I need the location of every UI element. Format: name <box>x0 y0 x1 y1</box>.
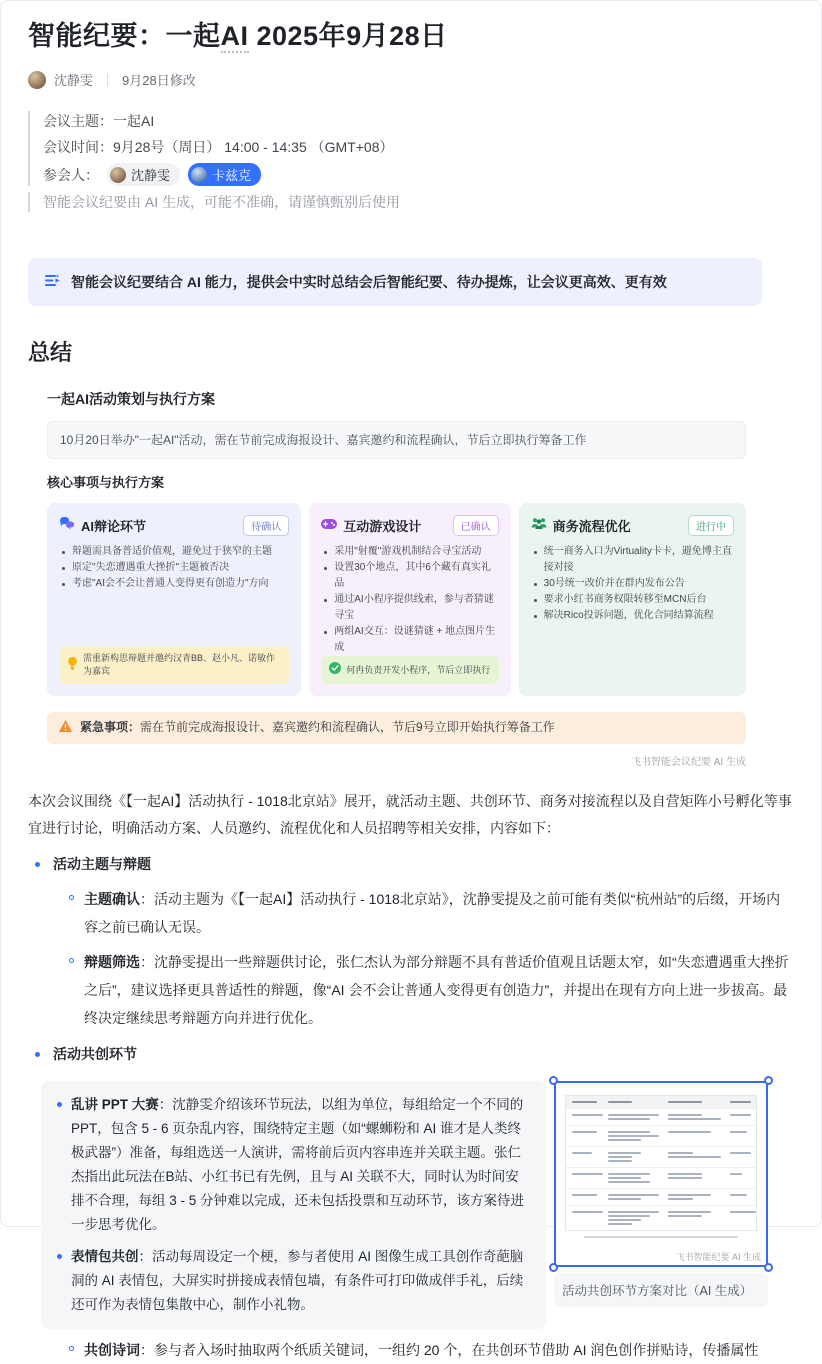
participants-label: 参会人： <box>43 166 99 183</box>
meeting-time: 会议时间：9月28号（周日） 14:00 - 14:35 （GMT+08） <box>43 139 394 155</box>
title-part: 2025年9月28日 <box>248 21 448 51</box>
list-item-lead: 共创诗词 <box>84 1342 140 1358</box>
check-circle-icon <box>329 662 341 678</box>
attached-image-column <box>554 1081 768 1329</box>
gamepad-icon <box>321 517 337 535</box>
highlight-panel <box>41 1081 546 1329</box>
title-part: 智能纪要：一起 <box>28 21 221 51</box>
panel-item-ppt-contest <box>55 1093 532 1237</box>
list-item-theme-confirm <box>69 885 794 941</box>
cocreate-section <box>41 1081 794 1329</box>
participant-avatar <box>191 167 207 183</box>
card-title: AI辩论环节 <box>81 519 147 534</box>
card-bullet: 要求小红书商务权限转移至MCN后台 <box>531 592 734 608</box>
title-part-ai: AI <box>220 21 249 51</box>
banner-text: 智能会议纪要结合 AI 能力，提供会中实时总结会后智能纪要、待办提炼，让会议更高效、更有效 <box>71 274 667 290</box>
team-icon <box>531 517 547 535</box>
panel-item-text <box>71 1245 532 1317</box>
panel-item-body: ：活动每周设定一个梗，参与者使用 AI 图像生成工具创作奇葩脑洞的 AI 表情包，大屏实时拼接成表情包墙，有条件可打印做成伴手礼，后续还可作为表情包集散中心，制作小礼物。 <box>71 1249 524 1312</box>
badge-pending: 待确认 <box>243 515 289 536</box>
list-item-body: ：沈静雯提出一些辩题供讨论，张仁杰认为部分辩题不具有普适价值观且话题太窄，如“失恋遭遇重大挫折之后”，建议选择更具普适性的辩题，像“AI 会不会让普通人变得更有创造力”，并提出在现有方向上进一步拔高。最终决定继续思考辩题方向并进行优化。 <box>84 954 789 1026</box>
panel-item-meme-cocreate <box>55 1245 532 1317</box>
summary-card <box>47 390 746 768</box>
participant-chip[interactable] <box>188 163 261 186</box>
summary-subheading: 核心事项与执行方案 <box>47 475 165 490</box>
participant-name: 沈静雯 <box>131 168 171 183</box>
bullet-circle <box>69 958 74 963</box>
page-title <box>28 17 794 55</box>
list-item-text <box>84 1336 758 1364</box>
participant-avatar <box>110 167 126 183</box>
ai-disclaimer-text: 智能会议纪要由 AI 生成，可能不准确，请谨慎甄别后使用 <box>43 194 401 210</box>
divider <box>107 74 108 86</box>
list-item-lead: 辩题筛选 <box>84 954 140 970</box>
panel-item-lead: 表情包共创 <box>71 1249 139 1264</box>
meeting-topic: 会议主题：一起AI <box>43 113 155 129</box>
panel-item-lead: 乱讲 PPT 大赛 <box>71 1097 159 1112</box>
list-item-text <box>84 885 794 941</box>
card-bullet: 考虑"AI会不会让普通人变得更有创造力"方向 <box>59 576 289 592</box>
resize-handle-bottom-right[interactable] <box>764 1263 773 1272</box>
card-bullet: 通过AI小程序提供线索，参与者猜谜寻宝 <box>321 592 498 624</box>
bullet-dot <box>35 862 40 867</box>
thumbnail-footnote-line <box>584 1236 738 1238</box>
author-name[interactable]: 沈静雯 <box>54 73 94 88</box>
summary-overview <box>47 421 746 459</box>
panel-item-text <box>71 1093 532 1237</box>
list-item-topic1 <box>28 851 794 878</box>
list-item-body: ：参与者入场时抽取两个纸质关键词，一组约 20 个，在共创环节借助 AI 润色创作拼贴诗，传播属性 <box>140 1342 759 1358</box>
author-avatar[interactable] <box>28 71 46 89</box>
badge-confirmed: 已确认 <box>453 515 499 536</box>
card-bullet: 设置30个地点，其中6个藏有真实礼品 <box>321 560 498 592</box>
list-item-poem-cocreate <box>69 1336 794 1364</box>
card-bullet: 原定"失恋遭遇重大挫折"主题被否决 <box>59 560 289 576</box>
list-item-label: 活动主题与辩题 <box>53 856 151 872</box>
section-heading-summary: 总结 <box>28 340 73 365</box>
list-item-lead: 主题确认 <box>84 891 140 907</box>
bullet-circle <box>69 1346 74 1351</box>
summary-cards-row <box>47 503 746 696</box>
card-note-done <box>321 656 498 684</box>
author-row <box>28 70 794 89</box>
list-item-debate-filter <box>69 948 794 1032</box>
list-item-body: ：活动主题为《【一起AI】活动执行 - 1018北京站》，沈静雯提及之前可能有类似“杭州站”的后缀，开场内容之前已确认无误。 <box>84 891 781 935</box>
bullet-dot <box>35 1052 40 1057</box>
urgent-alert <box>47 712 746 744</box>
participant-name: 卡兹克 <box>212 168 252 183</box>
card-bullet-list <box>531 544 734 624</box>
participants-row <box>43 163 794 186</box>
card-bullet: 统一商务入口为Virtuality卡卡，避免博主直接对接 <box>531 544 734 576</box>
card-title: 互动游戏设计 <box>343 519 422 534</box>
summary-title: 一起AI活动策划与执行方案 <box>47 391 215 407</box>
card-bullet: 辩题需具备普适价值观，避免过于狭窄的主题 <box>59 544 289 560</box>
bullet-dot <box>57 1102 62 1107</box>
card-note-text: 需重新构思辩题并邀约汉青BB、赵小凡、诺敏作为嘉宾 <box>83 653 276 676</box>
summary-overview-text: 10月20日举办"一起AI"活动，需在节前完成海报设计、嘉宾邀约和流程确认，节后立即执行筹备工作 <box>60 433 587 447</box>
card-note-text: 何冉负责开发小程序，节后立即执行 <box>346 664 491 675</box>
panel-item-body: ：沈静雯介绍该环节玩法，以组为单位，每组给定一个不同的 PPT，包含 5 - 6 页杂乱内容，围绕特定主题（如“螺蛳粉和 AI 谁才是人类终极武器”）准备，每组选送一人演讲，需将前后页内容串连并关联主题。张仁杰指出此玩法在B站、小红书已有先例，且与 AI 关联不大，同时认为时间安排不合理，每组 3 - 5 分钟难以完成，还未包括投票和互动环节，该方案待进一步思考优化。 <box>71 1097 525 1232</box>
intro-paragraph: 本次会议围绕《【一起AI】活动执行 - 1018北京站》展开，就活动主题、共创环节、商务对接流程以及自营矩阵小号孵化等事宜进行讨论，明确活动方案、人员邀约、流程优化和人员招聘等相关安排，内容如下： <box>28 793 792 836</box>
card-business-process <box>519 503 746 696</box>
ai-generated-label: 飞书智能会议纪要 AI 生成 <box>630 757 746 768</box>
card-bullet-list <box>59 544 289 592</box>
ai-disclaimer-quote <box>28 192 794 212</box>
badge-in-progress: 进行中 <box>688 515 734 536</box>
bullet-circle <box>69 895 74 900</box>
card-title: 商务流程优化 <box>552 519 631 534</box>
card-bullet-list <box>321 544 498 656</box>
resize-handle-top-right[interactable] <box>764 1076 773 1085</box>
alert-label: 紧急事项： <box>80 720 141 734</box>
list-item-label: 活动共创环节 <box>53 1046 137 1062</box>
comparison-table-thumbnail <box>565 1095 757 1231</box>
minutes-icon <box>44 272 61 292</box>
bullet-dot <box>57 1254 62 1259</box>
card-interactive-game <box>309 503 510 696</box>
image-watermark: 飞书智能纪要 AI 生成 <box>675 1252 761 1262</box>
card-bullet: 采用"射覆"游戏机制结合寻宝活动 <box>321 544 498 560</box>
speech-bubbles-icon <box>59 516 75 535</box>
card-ai-debate <box>47 503 301 696</box>
image-caption: 活动共创环节方案对比（AI 生成） <box>554 1273 768 1307</box>
warning-icon <box>59 719 72 737</box>
attached-image[interactable] <box>554 1081 768 1267</box>
card-bullet: 两组AI交互：设谜猜谜 + 地点图片生成 <box>321 624 498 656</box>
resize-handle-bottom-left[interactable] <box>549 1263 558 1272</box>
meeting-info-quote <box>28 111 794 186</box>
edited-time: 9月28日修改 <box>122 73 196 88</box>
card-bullet: 30号统一改价并在群内发布公告 <box>531 576 734 592</box>
list-item-topic2 <box>28 1041 794 1068</box>
alert-text: 需在节前完成海报设计、嘉宾邀约和流程确认，节后9号立即开始执行筹备工作 <box>140 720 555 734</box>
lightbulb-icon <box>67 657 78 674</box>
ai-feature-banner <box>28 258 762 306</box>
card-note-highlight <box>59 646 289 684</box>
resize-handle-top-left[interactable] <box>549 1076 558 1085</box>
alert-text-wrap <box>80 719 555 736</box>
card-bullet: 解决Rico投诉问题，优化合同结算流程 <box>531 608 734 624</box>
participant-chip[interactable] <box>107 163 180 186</box>
list-item-text <box>84 948 794 1032</box>
